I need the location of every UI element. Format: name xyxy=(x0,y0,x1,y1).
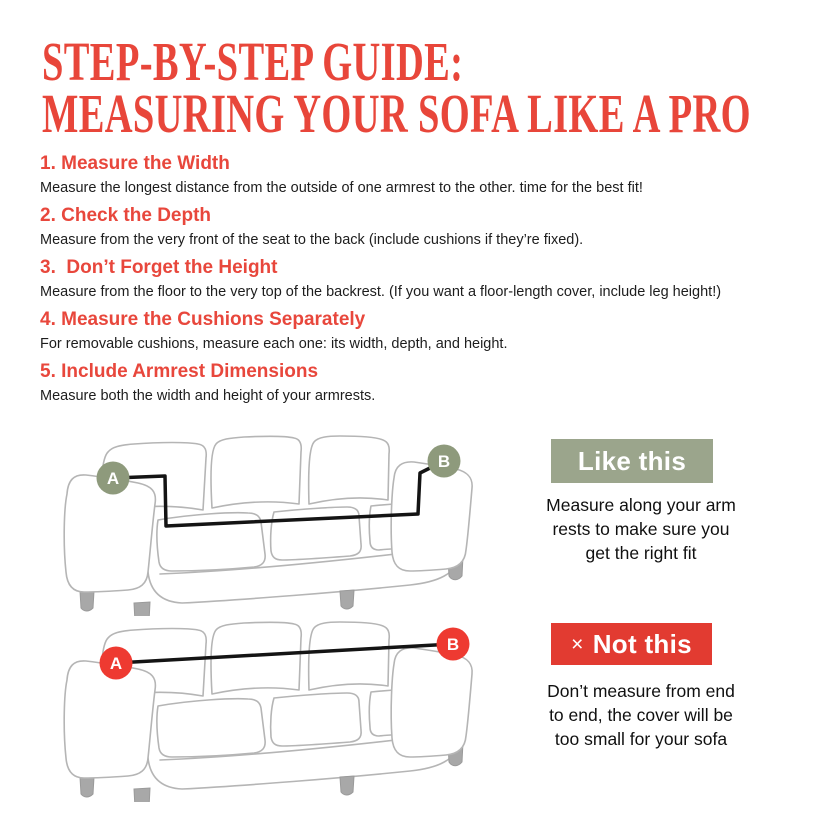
not-description-line: Don’t measure from end xyxy=(547,681,735,701)
step-item-4 xyxy=(40,309,815,353)
step-heading: 1. Measure the Width xyxy=(40,153,230,174)
like-this-badge-label: Like this xyxy=(577,445,687,476)
like-description-line: get the right fit xyxy=(585,543,697,563)
marker-a-label: A xyxy=(109,654,123,673)
page-title xyxy=(42,31,751,144)
sofa-illustration-correct xyxy=(42,424,522,616)
step-body: Measure both the width and height of your armrests. xyxy=(40,388,376,404)
step-item-2 xyxy=(40,205,815,249)
step-heading: 4. Measure the Cushions Separately xyxy=(40,309,366,330)
like-this-description xyxy=(527,493,755,565)
like-description-line: rests to make sure you xyxy=(552,519,730,539)
step-item-1 xyxy=(40,153,815,197)
page-title-line1: STEP-BY-STEP GUIDE: xyxy=(42,31,464,92)
not-this-badge xyxy=(551,623,712,665)
step-heading: 5. Include Armrest Dimensions xyxy=(40,361,319,382)
step-body: Measure from the very front of the seat to the back (include cushions if they’re fixed). xyxy=(40,232,584,248)
not-description-line: too small for your sofa xyxy=(554,729,728,749)
sofa-illustration-wrong xyxy=(42,610,522,802)
like-description-line: Measure along your arm xyxy=(546,495,736,515)
steps-list xyxy=(40,153,815,413)
step-body: Measure from the floor to the very top of the backrest. (If you want a floor-length cover, include leg height!) xyxy=(40,284,722,300)
x-icon: × xyxy=(571,633,584,656)
not-this-badge-label: Not this xyxy=(592,628,692,659)
page-title-line2: MEASURING YOUR SOFA LIKE A PRO xyxy=(42,83,751,144)
step-body: Measure the longest distance from the outside of one armrest to the other. time for the best fit! xyxy=(40,180,643,196)
sofa-drawing xyxy=(64,622,472,802)
step-heading: 3. Don’t Forget the Height xyxy=(40,257,278,278)
not-description-line: to end, the cover will be xyxy=(549,705,733,725)
not-this-description xyxy=(527,679,755,751)
marker-b-label: B xyxy=(446,635,460,654)
step-heading: 2. Check the Depth xyxy=(40,205,212,226)
sofa-drawing xyxy=(64,436,472,616)
marker-b-label: B xyxy=(437,452,451,471)
like-this-badge xyxy=(551,439,713,483)
step-item-5 xyxy=(40,361,815,405)
step-item-3 xyxy=(40,257,815,301)
marker-a-label: A xyxy=(106,469,120,488)
step-body: For removable cushions, measure each one: its width, depth, and height. xyxy=(40,336,508,352)
